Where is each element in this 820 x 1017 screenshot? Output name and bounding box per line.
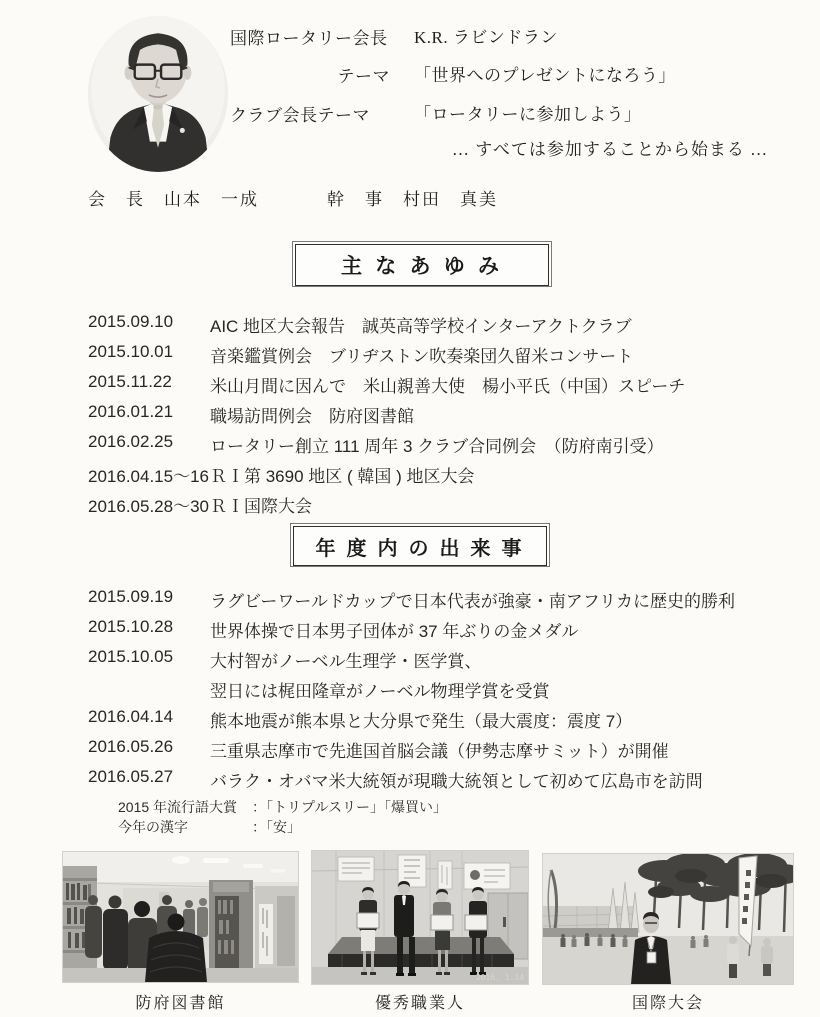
section-title-inner-border	[295, 244, 549, 286]
president-portrait-photo	[88, 16, 228, 172]
officer-president-title: 会 長	[88, 190, 145, 209]
year-notes	[118, 797, 447, 837]
ri-theme-label: テーマ	[337, 67, 390, 86]
portrait-illustration	[88, 16, 228, 172]
list-item	[88, 767, 735, 797]
club-theme-value: 「ロータリーに参加しよう」	[414, 105, 642, 124]
list-item	[88, 492, 685, 522]
award-photo-illustration	[312, 851, 528, 984]
list-item	[88, 312, 685, 342]
section-title-box-history	[292, 241, 552, 287]
item-date: 2015.10.28	[88, 617, 174, 636]
section-title-inner-border	[293, 526, 547, 566]
officer-secretary	[327, 185, 498, 210]
list-item	[88, 402, 685, 432]
ri-president-label: 国際ロータリー会長	[230, 29, 388, 48]
item-text: 世界体操で日本男子団体が 37 年ぶりの金メダル	[210, 622, 579, 641]
ri-president-name: K.R. ラビンドラン	[414, 28, 558, 47]
item-date: 2016.05.27	[88, 767, 174, 786]
list-item	[88, 432, 685, 462]
officer-secretary-title: 幹 事	[327, 190, 384, 209]
item-text: 熊本地震が熊本県と大分県で発生（最大震度：震度 7）	[210, 712, 633, 731]
photo-award-ceremony	[312, 851, 528, 984]
item-date: 2016.01.21	[88, 402, 174, 421]
list-item	[88, 707, 735, 737]
item-date: 2016.04.15～16	[88, 467, 209, 486]
item-text: バラク・オバマ米大統領が現職大統領として初めて広島市を訪問	[210, 772, 703, 791]
officer-president-name: 山本 一成	[164, 190, 259, 209]
photo-caption-award: 優秀職業人	[374, 995, 465, 1012]
list-item	[88, 462, 685, 492]
item-text: 大村智がノーベル生理学・医学賞、	[210, 652, 482, 671]
item-text: 職場訪問例会 防府図書館	[210, 407, 414, 426]
convention-photo-illustration	[543, 854, 793, 984]
list-item	[88, 677, 735, 707]
item-text: ＲＩ国際大会	[210, 497, 312, 516]
photo-date-stamp: 2016. 1.14	[475, 973, 524, 982]
item-text: ＲＩ第 3690 地区 ( 韓国 ) 地区大会	[210, 467, 475, 486]
item-date: 2015.09.19	[88, 587, 174, 606]
list-item	[88, 587, 735, 617]
club-theme-label: クラブ会長テーマ	[230, 106, 370, 125]
history-list	[88, 312, 685, 522]
ri-theme-value: 「世界へのプレゼントになろう」	[414, 66, 676, 85]
item-date: 2016.04.14	[88, 707, 174, 726]
section-title-events: 年 度 内 の 出 来 事	[315, 537, 525, 560]
item-date: 2015.10.05	[88, 647, 174, 666]
item-text: AIC 地区大会報告 誠英高等学校インターアクトクラブ	[210, 317, 632, 336]
item-date: 2016.05.26	[88, 737, 174, 756]
list-item	[88, 617, 735, 647]
list-item	[88, 342, 685, 372]
events-list	[88, 587, 735, 797]
item-text: 翌日には梶田隆章がノーベル物理学賞を受賞	[210, 682, 550, 701]
note-label: 2015 年流行語大賞	[118, 799, 238, 815]
photo-international-convention	[543, 854, 793, 984]
list-item	[88, 737, 735, 767]
item-text: ラグビーワールドカップで日本代表が強豪・南アフリカに歴史的勝利	[210, 592, 735, 611]
section-title-history: 主 な あ ゆ み	[341, 254, 503, 278]
photo-caption-convention: 国際大会	[631, 995, 704, 1012]
item-date: 2016.02.25	[88, 432, 174, 451]
note-value: ：「安」	[252, 819, 301, 835]
officer-secretary-name: 村田 真美	[403, 190, 498, 209]
item-date: 2016.05.28～30	[88, 497, 209, 516]
officer-president	[88, 185, 259, 210]
note-buzzword	[118, 797, 447, 817]
club-slogan: … すべては参加することから始まる …	[452, 140, 769, 159]
item-text: 三重県志摩市で先進国首脳会議（伊勢志摩サミット）が開催	[210, 742, 669, 761]
item-date: 2015.11.22	[88, 372, 172, 391]
item-text: 米山月間に因んで 米山親善大使 楊小平氏（中国）スピーチ	[210, 377, 686, 396]
note-label: 今年の漢字	[118, 819, 188, 835]
photo-caption-library: 防府図書館	[135, 995, 226, 1012]
list-item	[88, 647, 735, 677]
section-title-box-events	[290, 523, 550, 567]
item-date: 2015.09.10	[88, 312, 174, 331]
item-date: 2015.10.01	[88, 342, 174, 361]
library-photo-illustration	[63, 852, 298, 982]
photo-bofu-library	[63, 852, 298, 982]
item-text: 音楽鑑賞例会 ブリヂストン吹奏楽団久留米コンサート	[210, 347, 634, 366]
item-text: ロータリー創立 111 周年 3 クラブ合同例会 （防府南引受）	[210, 437, 664, 456]
note-kanji	[118, 817, 447, 837]
note-value: ：「トリプルスリー」「爆買い」	[252, 799, 448, 815]
list-item	[88, 372, 685, 402]
